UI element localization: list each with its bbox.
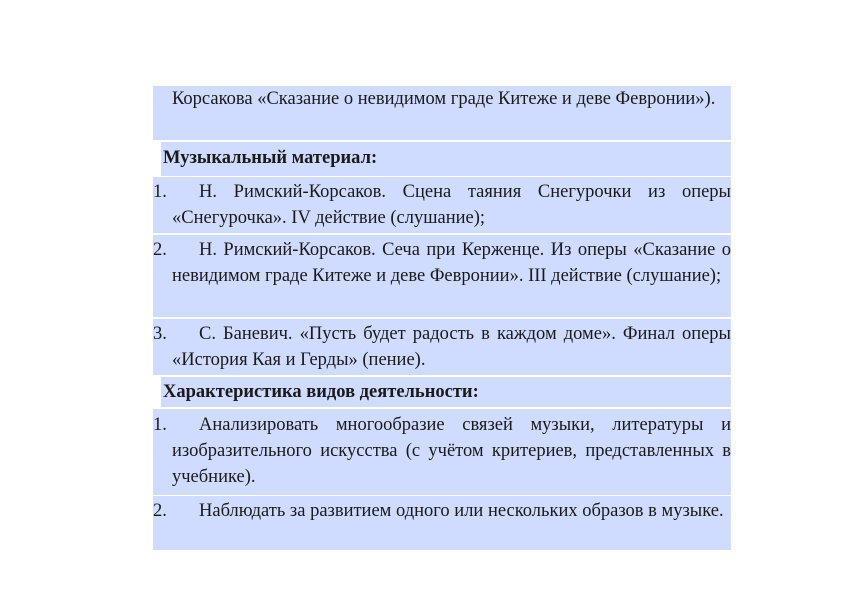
music-item-block	[153, 177, 731, 233]
music-heading-block	[153, 142, 731, 176]
list-item	[153, 498, 731, 524]
list-item	[153, 179, 731, 231]
music-item-block	[153, 235, 731, 317]
list-item-text: Н. Римский-Корсаков. Сеча при Керженце. Из оперы «Сказание о невидимом граде Китеже и деве Февронии». III действие (слушание);	[172, 240, 731, 286]
list-item-number: 2.	[153, 501, 167, 521]
intro-block	[153, 86, 731, 140]
activity-item-block	[153, 409, 731, 495]
list-item	[153, 412, 731, 490]
activity-section-title: Характеристика видов деятельности:	[163, 382, 479, 402]
activity-heading-block	[153, 377, 731, 407]
list-item-text: Н. Римский-Корсаков. Сцена таяния Снегурочки из оперы «Снегурочка». IV действие (слушание);	[172, 182, 731, 228]
list-item-text: Наблюдать за развитием одного или нескольких образов в музыке.	[199, 501, 724, 521]
music-section-title: Музыкальный материал:	[163, 148, 378, 168]
list-item-text: Анализировать многообразие связей музыки, литературы и изобразительного искусства (с учётом критериев, представленных в учебнике).	[172, 415, 731, 487]
intro-paragraph: Корсакова «Сказание о невидимом граде Китеже и деве Февронии»).	[172, 89, 716, 109]
list-item-number: 1.	[153, 182, 167, 202]
heading-margin	[153, 142, 161, 176]
list-item	[153, 321, 731, 373]
list-item-number: 2.	[153, 240, 167, 260]
list-item	[153, 237, 731, 289]
list-item-text: С. Баневич. «Пусть будет радость в каждом доме». Финал оперы «История Кая и Герды» (пение).	[172, 324, 731, 370]
list-item-number: 3.	[153, 324, 167, 344]
list-item-number: 1.	[153, 415, 167, 435]
heading-margin	[153, 377, 161, 407]
activity-item-block	[153, 496, 731, 550]
music-item-block	[153, 319, 731, 375]
